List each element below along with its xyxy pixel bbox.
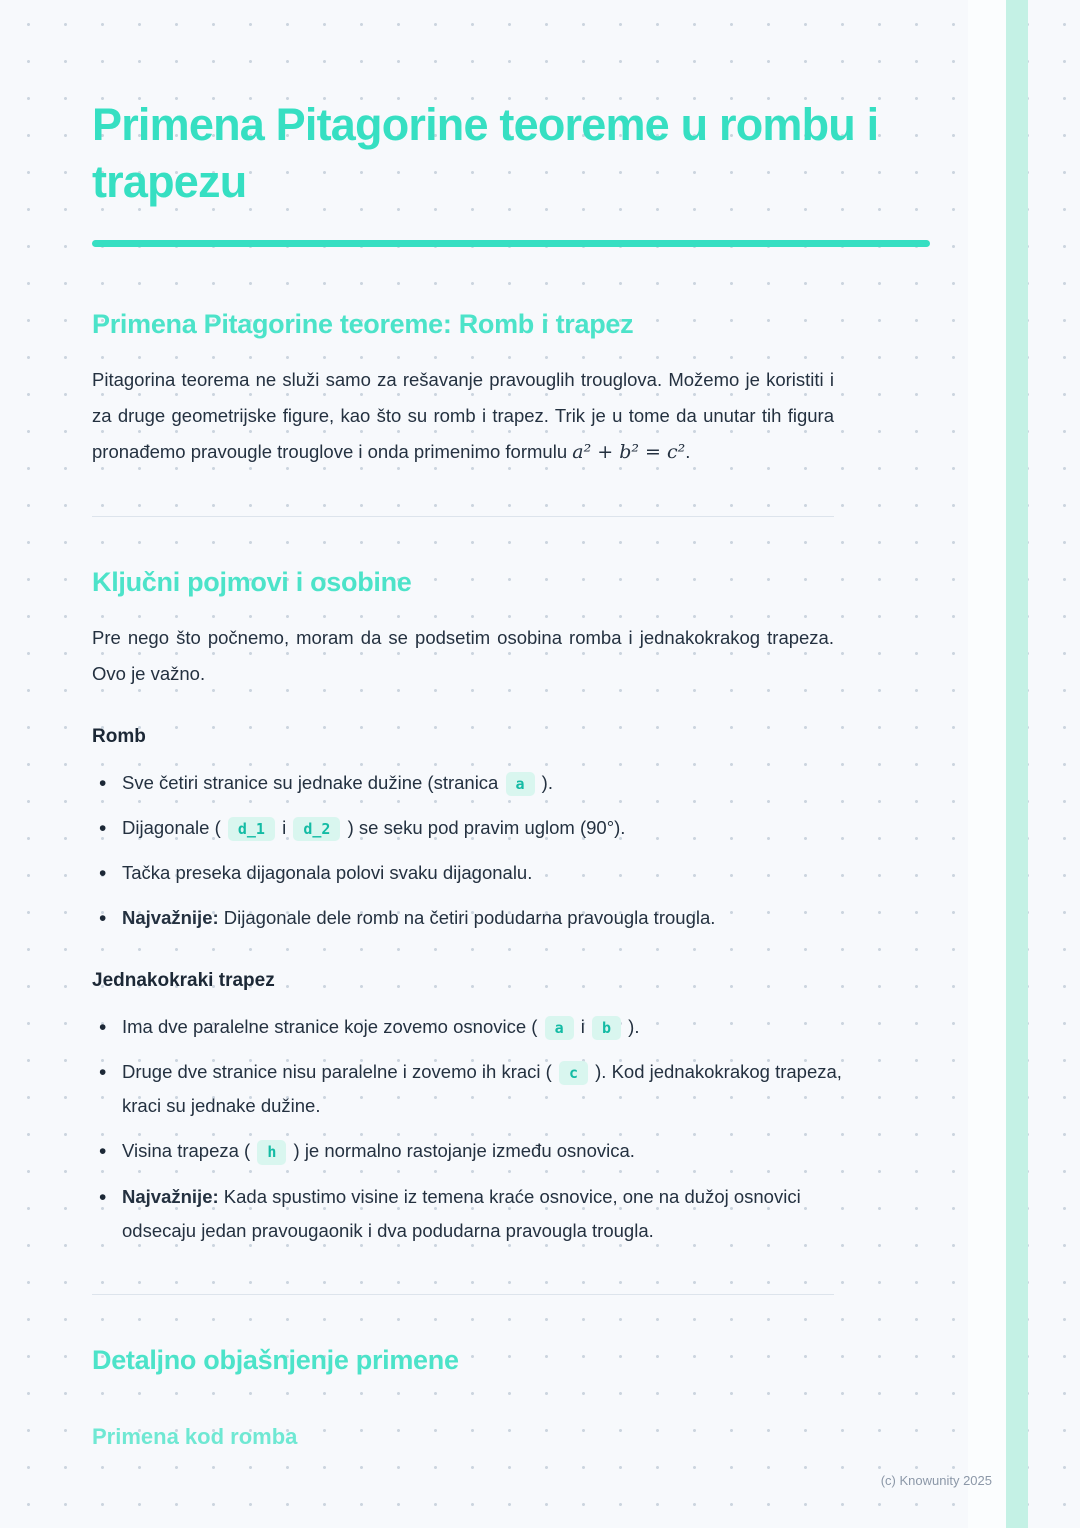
intro-paragraph	[92, 362, 834, 470]
list-item: • Najvažnije: Dijagonale dele romb na četiri podudarna pravougla trougla.	[92, 901, 860, 935]
subsection-heading-primena-kod-romba: Primena kod romba	[92, 1423, 298, 1449]
section-divider	[92, 1294, 834, 1295]
key-concepts-paragraph: Pre nego što počnemo, moram da se podsetim osobina romba i jednakokrakog trapeza. Ovo je važno.	[92, 627, 834, 685]
inline-code-chip: a	[545, 1016, 574, 1041]
intro-text-before-formula: Pitagorina teorema ne služi samo za rešavanje pravouglih trouglova. Možemo je koristiti i za druge geometrijske figure, kao što su romb i trapez. Trik je u tome da unutar tih figura pronađemo pravougle trouglove i onda primenimo formulu	[92, 369, 834, 462]
page-edge	[968, 0, 1006, 1528]
inline-code-chip: d_1	[228, 817, 275, 842]
list-item: • Najvažnije: Kada spustimo visine iz temena kraće osnovice, one na dužoj osnovici odsecaju jedan pravougaonik i dva podudarna pravougla trougla.	[92, 1180, 860, 1248]
inline-code-chip: c	[559, 1061, 588, 1086]
inline-code-chip: b	[592, 1016, 621, 1041]
romb-bullet-list	[92, 766, 860, 936]
trapez-bullet-list	[92, 1010, 860, 1248]
section-heading-intro: Primena Pitagorine teoreme: Romb i trapez	[92, 309, 634, 340]
accent-stripe	[1006, 0, 1028, 1528]
inline-code-chip: d_2	[293, 817, 340, 842]
pythagorean-formula: a² + b² = c²	[572, 440, 686, 463]
inline-code-chip: h	[257, 1140, 286, 1165]
inline-code-chip: a	[506, 772, 535, 797]
list-item: • Ima dve paralelne stranice koje zovemo osnovice ( a i b ).	[92, 1010, 860, 1044]
bold-text: Najvažnije:	[122, 907, 219, 929]
page-title: Primena Pitagorine teoreme u rombu i trapezu	[92, 99, 879, 208]
section-heading-key-concepts: Ključni pojmovi i osobine	[92, 567, 412, 598]
copyright-text: (c) Knowunity 2025	[880, 1473, 992, 1488]
title-underline	[92, 240, 930, 247]
list-item: • Druge dve stranice nisu paralelne i zovemo ih kraci ( c ). Kod jednakokrakog trapeza, kraci su jednake dužine.	[92, 1055, 860, 1123]
list-item: • Sve četiri stranice su jednake dužine (stranica a ).	[92, 766, 860, 800]
bold-text: Najvažnije:	[122, 1185, 219, 1207]
subsection-heading-trapez: Jednakokraki trapez	[92, 969, 275, 991]
intro-text-after-formula: .	[685, 440, 691, 462]
list-item: • Tačka preseka dijagonala polovi svaku dijagonalu.	[92, 856, 860, 890]
section-heading-detailed: Detaljno objašnjenje primene	[92, 1344, 459, 1375]
list-item: • Visina trapeza ( h ) je normalno rastojanje između osnovica.	[92, 1134, 860, 1168]
subsection-heading-romb: Romb	[92, 725, 146, 747]
section-divider	[92, 516, 834, 517]
list-item: • Dijagonale ( d_1 i d_2 ) se seku pod pravim uglom (90°).	[92, 811, 860, 845]
